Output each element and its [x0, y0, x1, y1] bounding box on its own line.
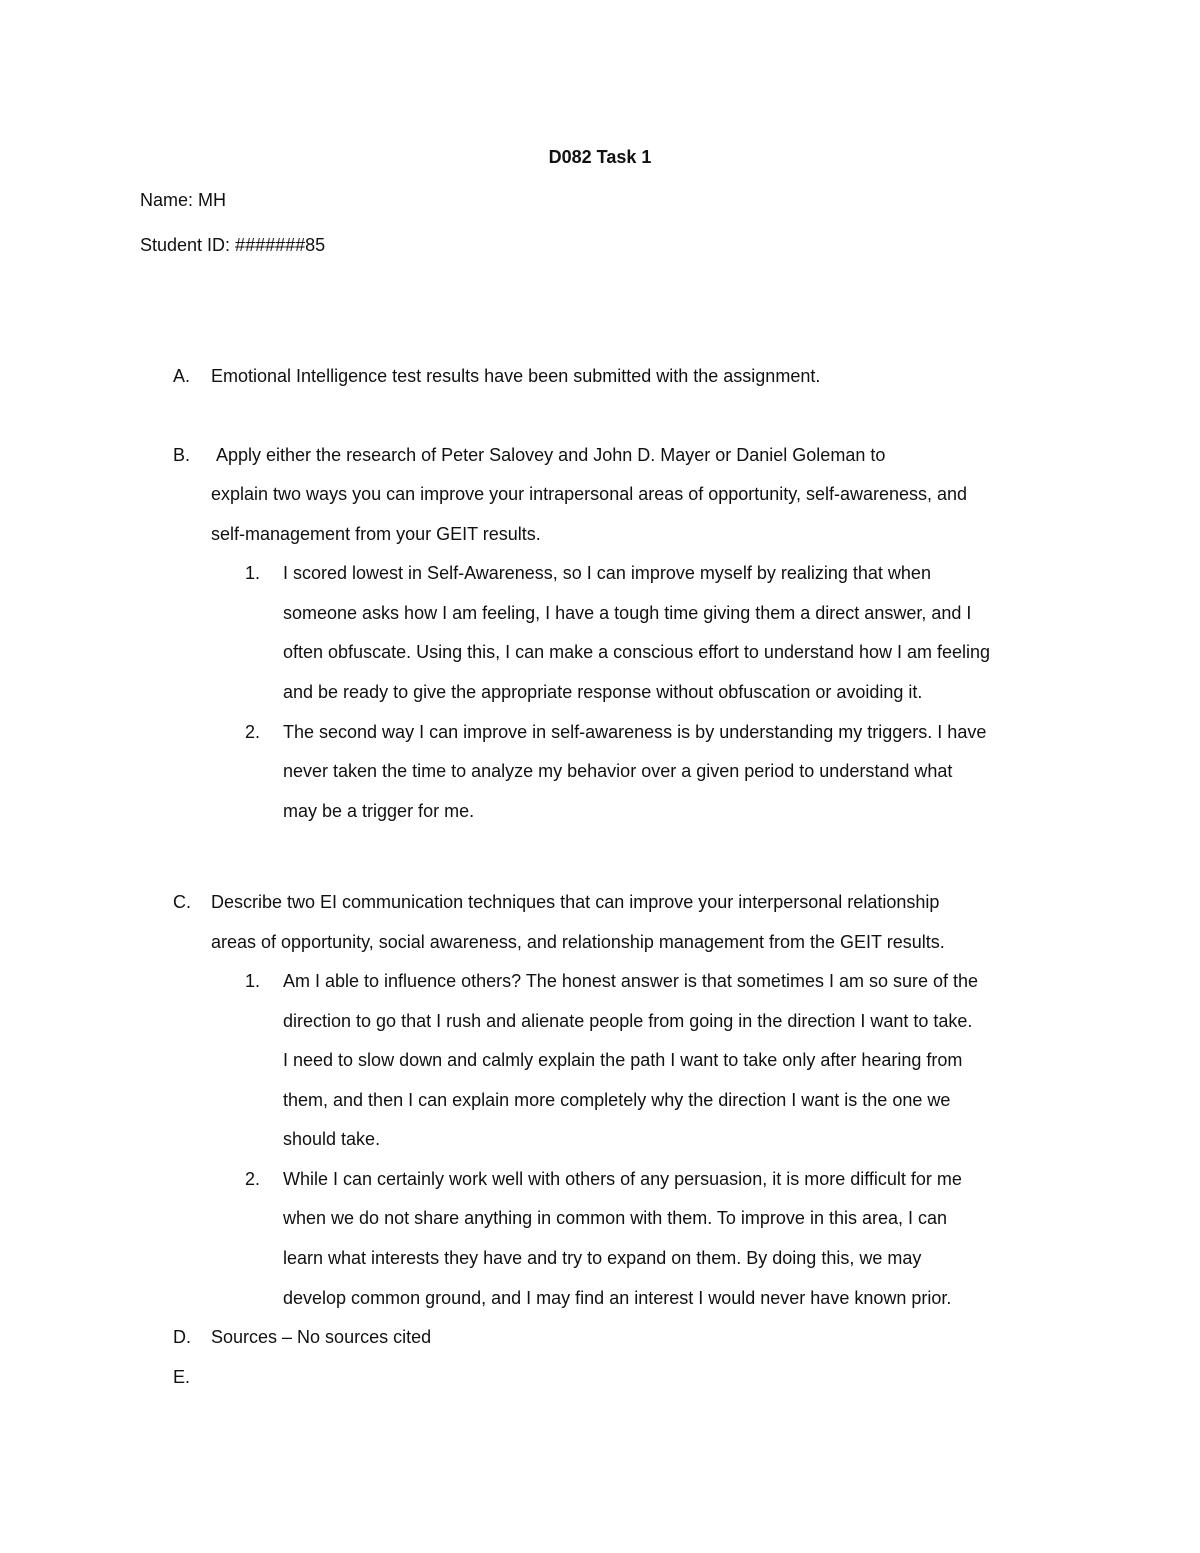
- list-item-line: never taken the time to analyze my behavior over a given period to understand what: [283, 761, 953, 781]
- list-item-line: While I can certainly work well with others of any persuasion, it is more difficult for me: [283, 1169, 962, 1189]
- list-item-line: direction to go that I rush and alienate people from going in the direction I want to take.: [283, 1011, 973, 1031]
- section-d-marker: D.: [173, 1327, 191, 1347]
- list-item-line: often obfuscate. Using this, I can make a conscious effort to understand how I am feeling: [283, 642, 991, 662]
- list-item-line: when we do not share anything in common with them. To improve in this area, I can: [283, 1208, 948, 1228]
- section-b-marker: B.: [173, 445, 191, 465]
- list-item-marker: 2.: [245, 722, 261, 742]
- list-item-line: someone asks how I am feeling, I have a tough time giving them a direct answer, and I: [283, 603, 972, 623]
- section-e-marker: E.: [173, 1367, 191, 1387]
- list-item-marker: 1.: [245, 971, 261, 991]
- section-c-line: areas of opportunity, social awareness, and relationship management from the GEIT results.: [211, 932, 945, 952]
- section-b-line: self-management from your GEIT results.: [211, 524, 541, 544]
- list-item-line: may be a trigger for me.: [283, 801, 475, 821]
- student-name: Name: MH: [140, 190, 227, 210]
- list-item-marker: 1.: [245, 563, 261, 583]
- list-item-line: Am I able to influence others? The honest answer is that sometimes I am so sure of the: [283, 971, 979, 991]
- section-c-marker: C.: [173, 892, 191, 912]
- list-item-line: The second way I can improve in self-awareness is by understanding my triggers. I have: [283, 722, 987, 742]
- document-title: D082 Task 1: [548, 147, 652, 167]
- section-a-marker: A.: [173, 366, 191, 386]
- student-id: Student ID: #######85: [140, 235, 326, 255]
- list-item-line: should take.: [283, 1129, 381, 1149]
- section-b-line: Apply either the research of Peter Salovey and John D. Mayer or Daniel Goleman to: [216, 445, 886, 465]
- section-c-line: Describe two EI communication techniques that can improve your interpersonal relationship: [211, 892, 940, 912]
- list-item-line: and be ready to give the appropriate response without obfuscation or avoiding it.: [283, 682, 923, 702]
- section-b-line: explain two ways you can improve your intrapersonal areas of opportunity, self-awareness, and: [211, 484, 968, 504]
- list-item-line: I need to slow down and calmly explain the path I want to take only after hearing from: [283, 1050, 963, 1070]
- section-d-line: Sources – No sources cited: [211, 1327, 432, 1347]
- list-item-line: I scored lowest in Self-Awareness, so I can improve myself by realizing that when: [283, 563, 931, 583]
- list-item-line: them, and then I can explain more completely why the direction I want is the one we: [283, 1090, 951, 1110]
- list-item-marker: 2.: [245, 1169, 261, 1189]
- list-item-line: develop common ground, and I may find an interest I would never have known prior.: [283, 1288, 952, 1308]
- list-item-line: learn what interests they have and try to expand on them. By doing this, we may: [283, 1248, 922, 1268]
- section-a-line: Emotional Intelligence test results have been submitted with the assignment.: [211, 366, 821, 386]
